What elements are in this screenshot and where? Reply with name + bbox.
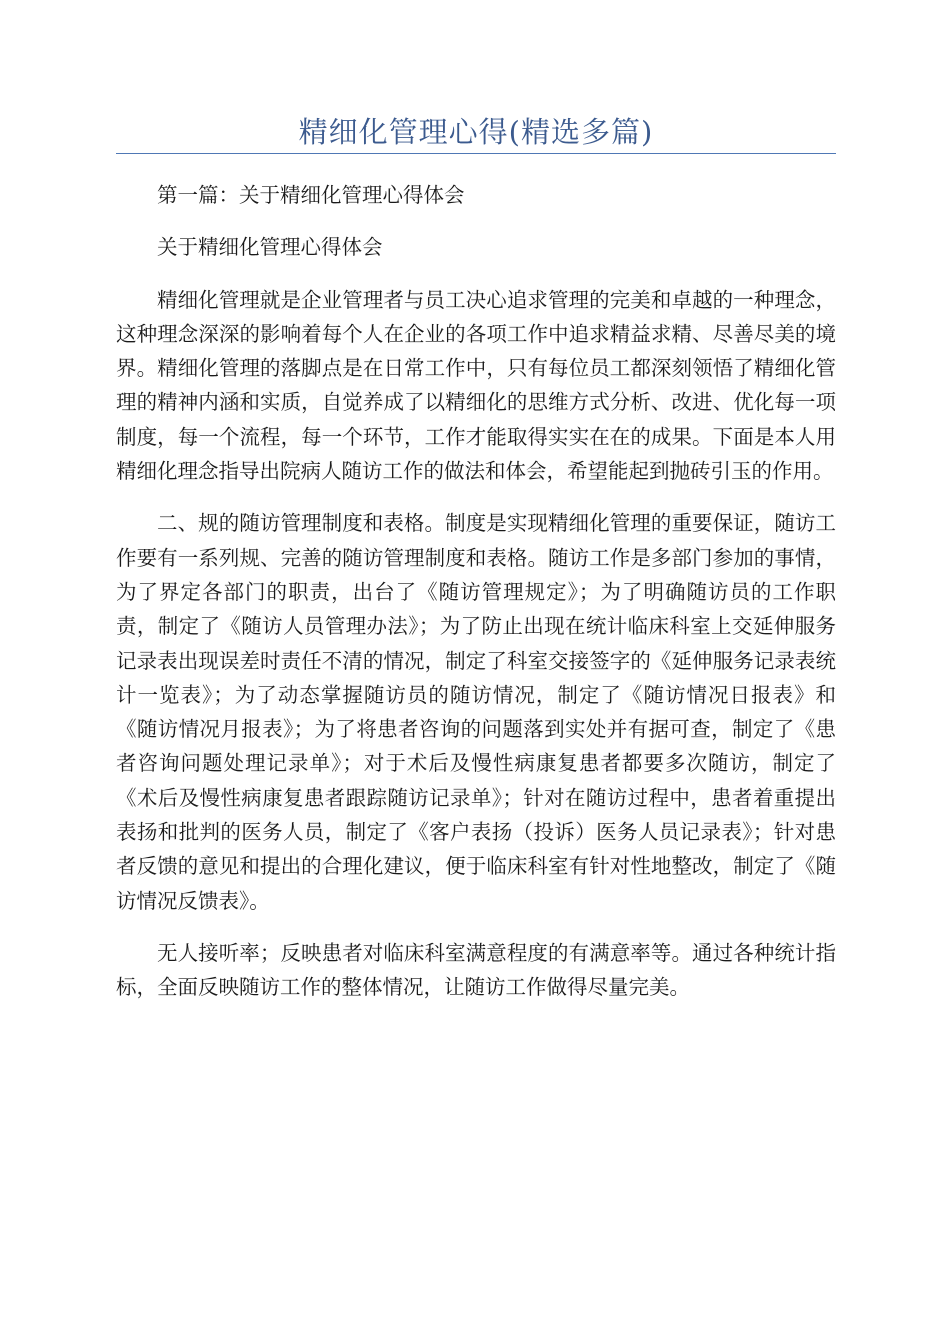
section-heading: 第一篇：关于精细化管理心得体会 <box>157 183 465 207</box>
paragraph-intro: 精细化管理就是企业管理者与员工决心追求管理的完美和卓越的一种理念，这种理念深深的影响着每个人在企业的各项工作中追求精益求精、尽善尽美的境界。精细化管理的落脚点是在日常工作中，只有每位员工都深刻领悟了精细化管理的精神内涵和实质，自觉养成了以精细化的思维方式分析、改进、优化每一项制度，每一个流程，每一个环节，工作才能取得实实在在的成果。下面是本人用精细化理念指导出院病人随访工作的做法和体会，希望能起到抛砖引玉的作用。 <box>116 287 836 484</box>
paragraph-management-system: 二、规的随访管理制度和表格。制度是实现精细化管理的重要保证，随访工作要有一系列规、完善的随访管理制度和表格。随访工作是多部门参加的事情，为了界定各部门的职责，出台了《随访管理规定》；为了明确随访员的工作职责，制定了《随访人员管理办法》；为了防止出现在统计临床科室上交延伸服务记录表出现误差时责任不清的情况，制定了科室交接签字的《延伸服务记录表统计一览表》；为了动态掌握随访员的随访情况，制定了《随访情况日报表》和《随访情况月报表》；为了将患者咨询的问题落到实处并有据可查，制定了《患者咨询问题处理记录单》；对于术后及慢性病康复患者都要多次随访，制定了《术后及慢性病康复患者跟踪随访记录单》；针对在随访过程中，患者着重提出表扬和批判的医务人员，制定了《客户表扬（投诉）医务人员记录表》；针对患者反馈的意见和提出的合理化建议，便于临床科室有针对性地整改，制定了《随访情况反馈表》。 <box>116 511 836 913</box>
paragraph-statistics: 无人接听率；反映患者对临床科室满意程度的有满意率等。通过各种统计指标，全面反映随访工作的整体情况，让随访工作做得尽量完美。 <box>116 940 836 1000</box>
document-body <box>116 178 836 1023</box>
document-title: 精细化管理心得(精选多篇) <box>298 115 654 149</box>
subheading: 关于精细化管理心得体会 <box>157 235 383 260</box>
title-underline <box>116 153 836 154</box>
